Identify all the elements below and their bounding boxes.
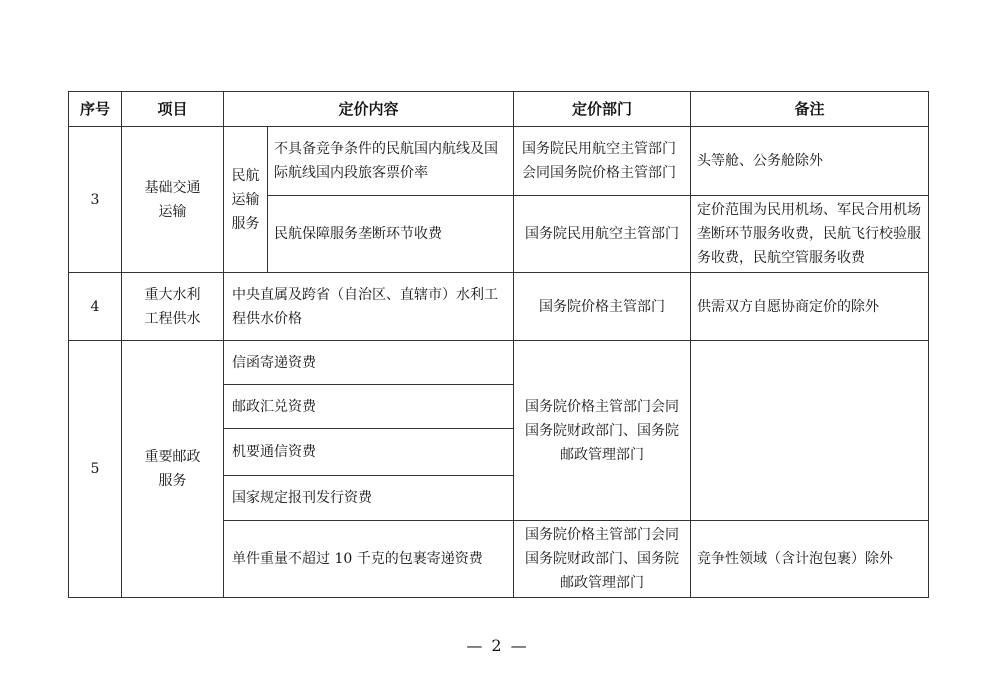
pricing-department-cell: 国务院价格主管部门会同国务院财政部门、国务院邮政管理部门 (514, 341, 691, 521)
remarks-cell (691, 341, 929, 521)
pricing-content-cell: 信函寄递资费 (224, 341, 514, 385)
pricing-department-cell: 国务院价格主管部门会同国务院财政部门、国务院邮政管理部门 (514, 521, 691, 598)
pricing-catalog-table (68, 91, 929, 598)
row-item: 重大水利工程供水 (122, 273, 224, 341)
pricing-department-cell: 国务院价格主管部门 (514, 273, 691, 341)
pricing-content-cell: 单件重量不超过 10 千克的包裹寄递资费 (224, 521, 514, 598)
remarks-cell: 头等舱、公务舱除外 (691, 127, 929, 196)
row-number: 3 (69, 127, 122, 273)
header-number: 序号 (69, 92, 122, 127)
table-row (69, 273, 929, 341)
header-remarks: 备注 (691, 92, 929, 127)
row-item: 基础交通运输 (122, 127, 224, 273)
header-item: 项目 (122, 92, 224, 127)
header-pricing-department: 定价部门 (514, 92, 691, 127)
remarks-cell: 供需双方自愿协商定价的除外 (691, 273, 929, 341)
table-row (69, 127, 929, 196)
pricing-content-cell: 机要通信资费 (224, 429, 514, 476)
row-subcategory: 民航运输服务 (224, 127, 268, 273)
table-header-row (69, 92, 929, 127)
table-row (69, 341, 929, 385)
page-number: — 2 — (466, 636, 529, 655)
pricing-content-cell: 国家规定报刊发行资费 (224, 476, 514, 521)
pricing-department-cell: 国务院民用航空主管部门会同国务院价格主管部门 (514, 127, 691, 196)
remarks-cell: 竞争性领域（含计泡包裹）除外 (691, 521, 929, 598)
pricing-department-cell: 国务院民用航空主管部门 (514, 196, 691, 273)
remarks-cell: 定价范围为民用机场、军民合用机场垄断环节服务收费，民航飞行校验服务收费，民航空管服务收费 (691, 196, 929, 273)
row-number: 4 (69, 273, 122, 341)
row-item: 重要邮政服务 (122, 341, 224, 598)
pricing-content-cell: 中央直属及跨省（自治区、直辖市）水利工程供水价格 (224, 273, 514, 341)
pricing-content-cell: 民航保障服务垄断环节收费 (268, 196, 514, 273)
row-number: 5 (69, 341, 122, 598)
pricing-content-cell: 邮政汇兑资费 (224, 385, 514, 429)
pricing-content-cell: 不具备竞争条件的民航国内航线及国际航线国内段旅客票价率 (268, 127, 514, 196)
header-pricing-content: 定价内容 (224, 92, 514, 127)
